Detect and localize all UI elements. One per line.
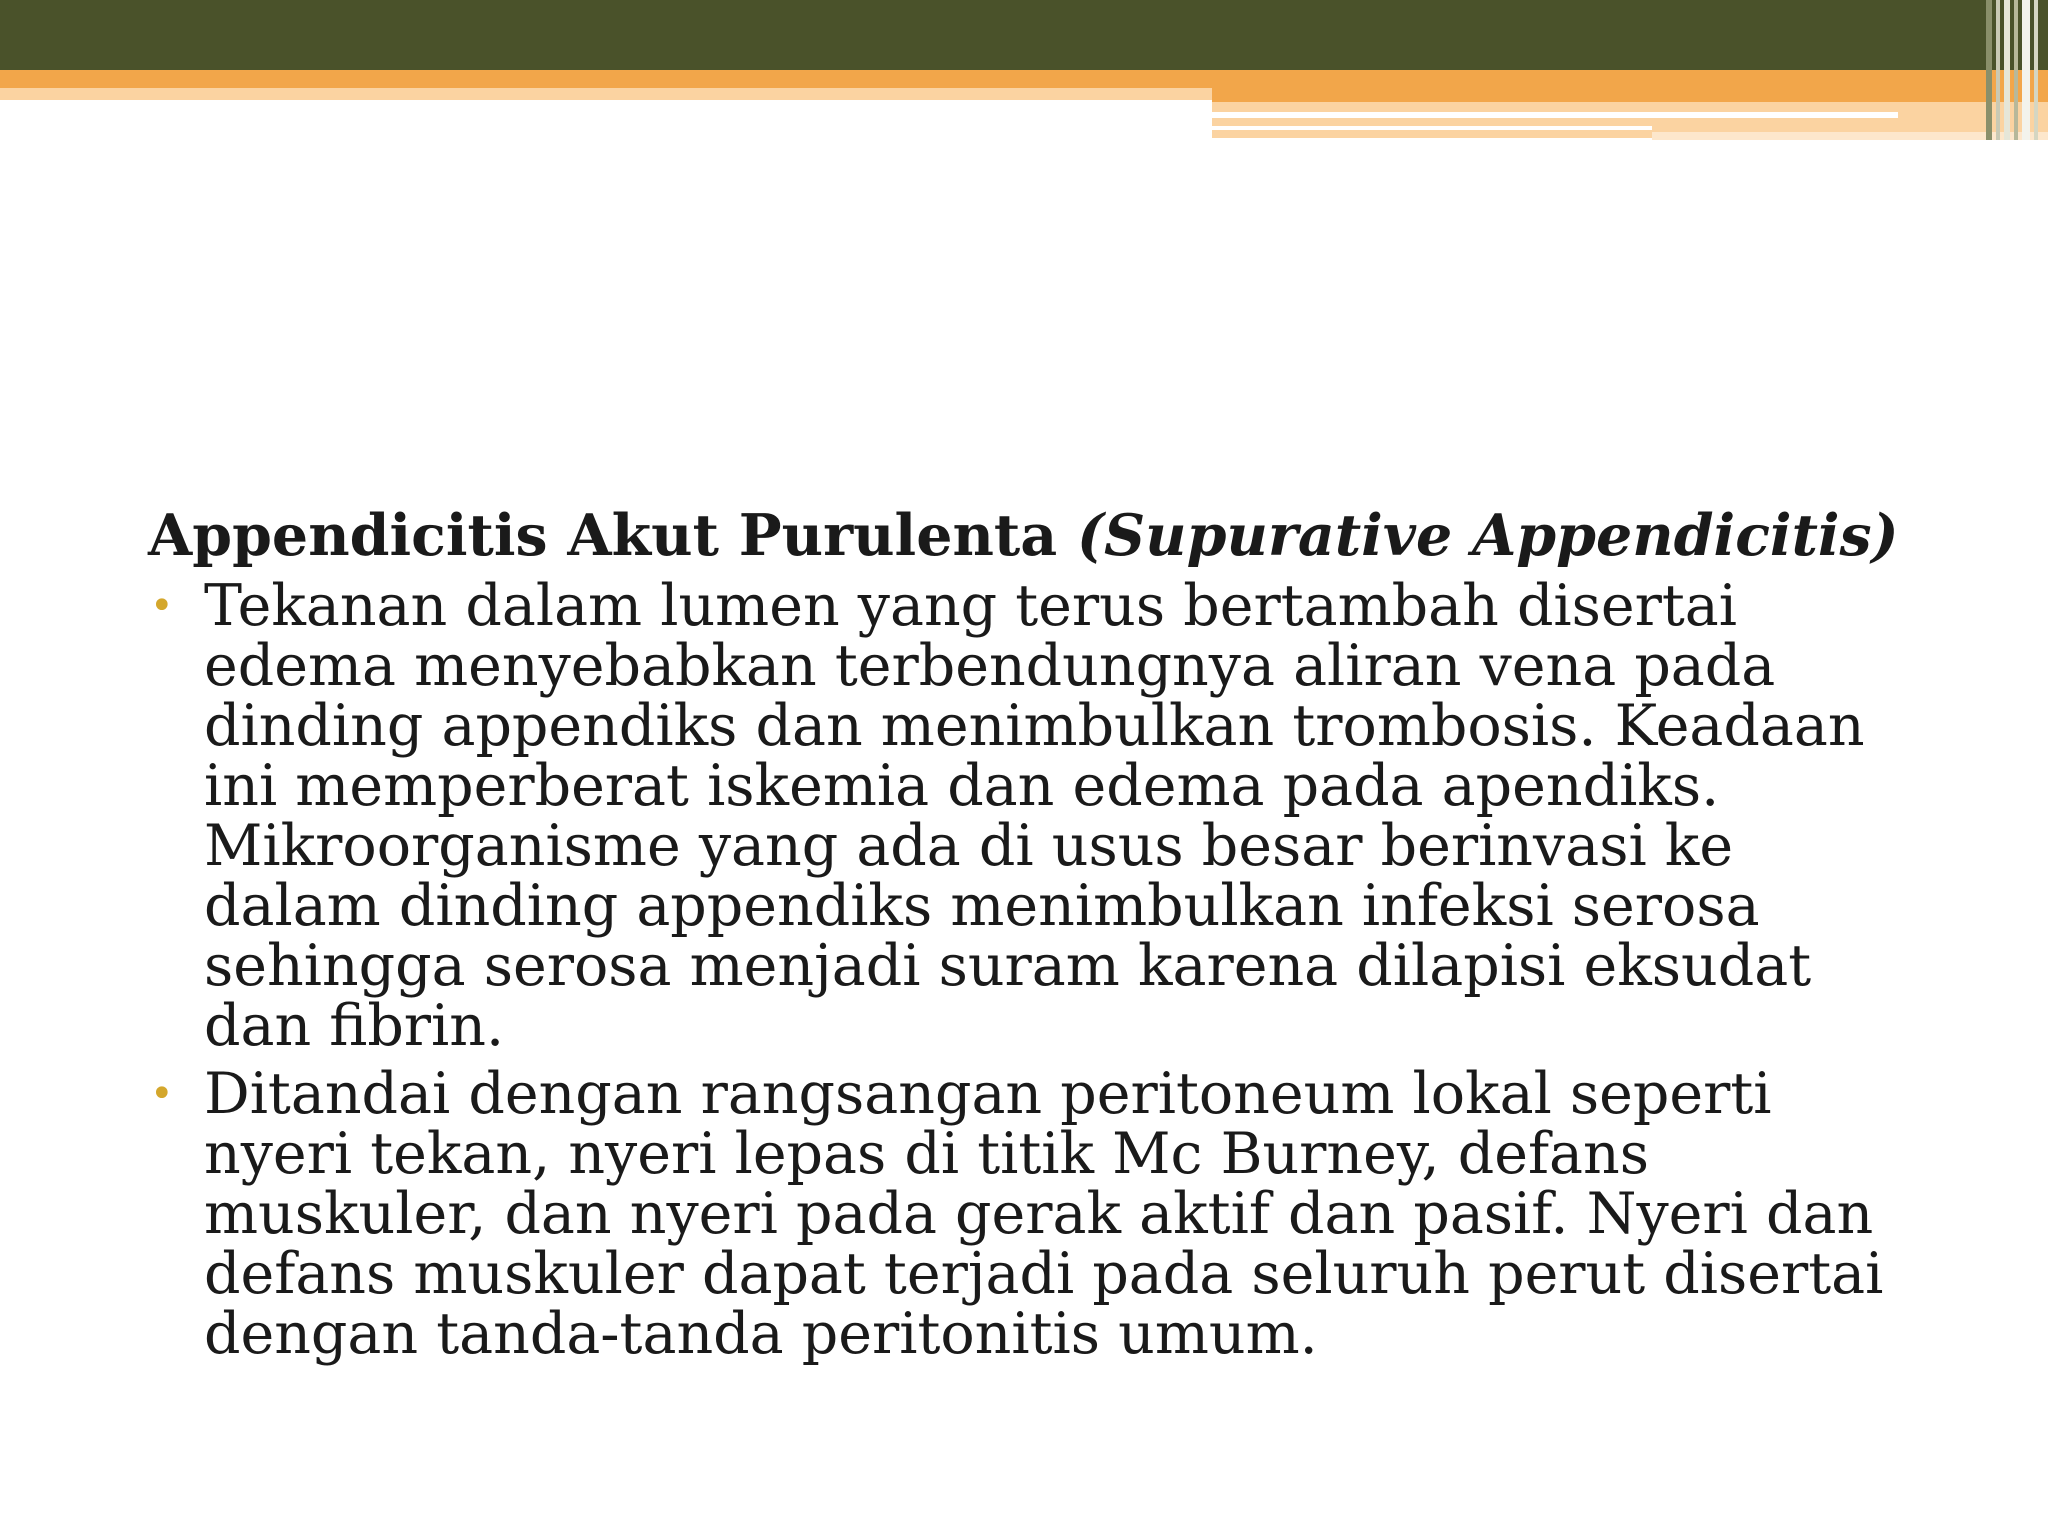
header-band-light	[0, 88, 1212, 100]
bullet-list	[148, 573, 1908, 1367]
bullet-text: Tekanan dalam lumen yang terus bertambah disertai edema menyebabkan terbendungnya aliran vena pada dinding appendiks dan menimbulkan trombosis. Keadaan ini memperberat iskemia dan edema pada apendiks. Mikroorganisme yang ada di usus besar berinvasi ke dalam dinding appendiks menimbulkan infeksi serosa sehingga serosa menjadi suram karena dilapisi eksudat dan fibrin.	[204, 573, 1865, 1059]
header-band-orange	[0, 70, 2048, 88]
header-band-dark	[0, 0, 2048, 70]
header-stripe-secondary	[1212, 126, 1652, 130]
bullet-dot-icon: •	[150, 1071, 174, 1117]
edge-stripe	[2034, 0, 2038, 140]
bullet-item	[148, 1061, 1908, 1367]
bullet-item	[148, 573, 1908, 1059]
edge-stripe	[1986, 0, 1992, 140]
bullet-text: Ditandai dengan rangsangan peritoneum lokal seperti nyeri tekan, nyeri lepas di titik Mc Burney, defans muskuler, dan nyeri pada gerak aktif dan pasif. Nyeri dan defans muskuler dapat terjadi pada seluruh perut disertai dengan tanda-tanda peritonitis umum.	[204, 1061, 1884, 1367]
bullet-dot-icon: •	[150, 583, 174, 629]
header-band-orange-right	[1212, 88, 2048, 102]
edge-stripe	[2014, 0, 2018, 140]
header-stripe	[1212, 112, 1898, 118]
heading-italic-text: (Supurative Appendicitis)	[1077, 502, 1899, 569]
slide-heading	[148, 502, 1908, 569]
slide-content	[148, 502, 1908, 1372]
edge-stripe	[1996, 0, 2000, 140]
edge-stripe	[2004, 0, 2010, 140]
edge-stripe	[2022, 0, 2030, 140]
heading-bold-text: Appendicitis Akut Purulenta	[148, 502, 1078, 569]
